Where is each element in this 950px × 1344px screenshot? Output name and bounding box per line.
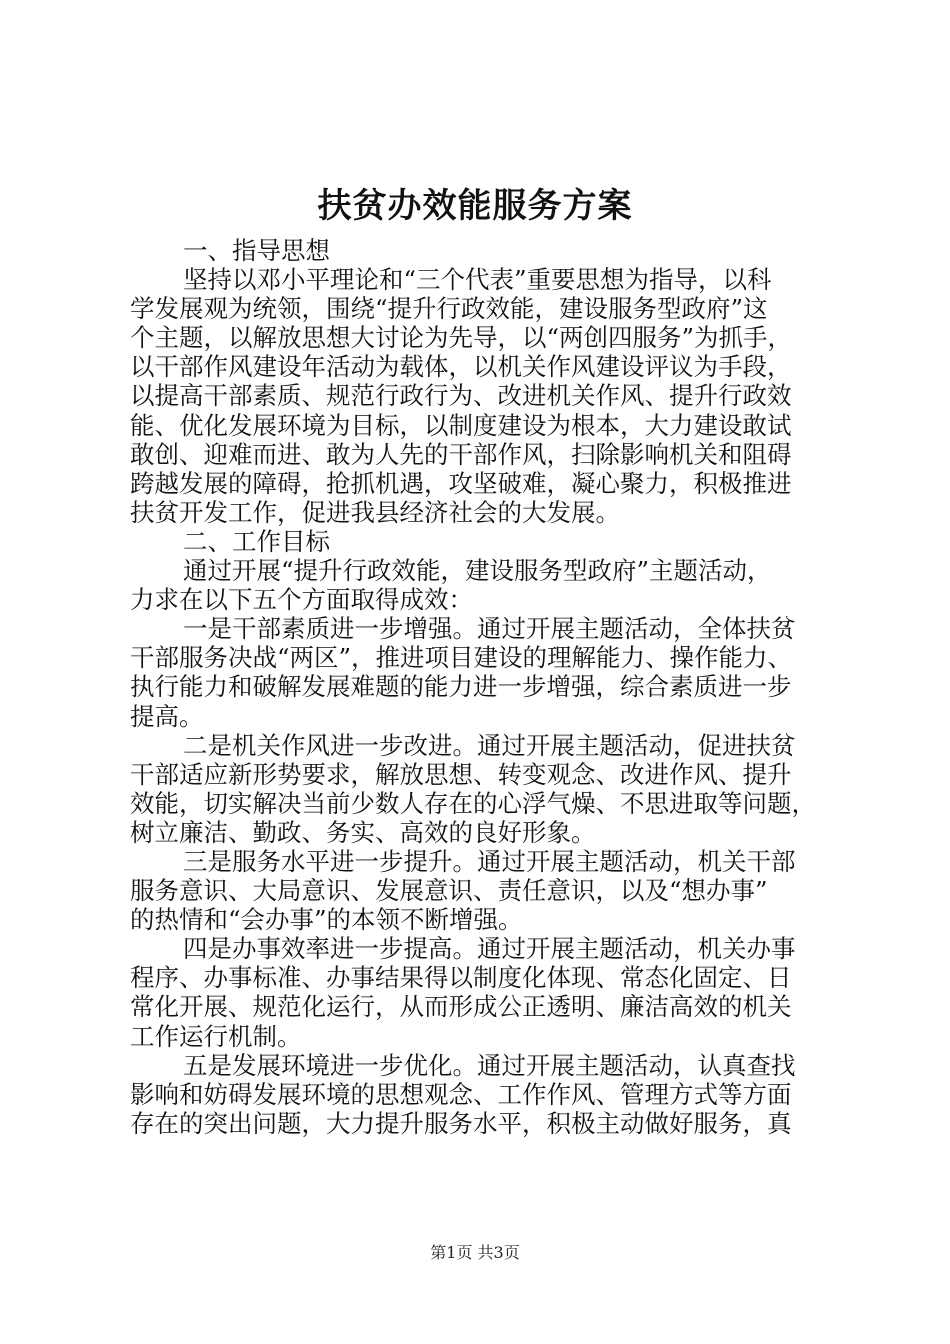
body-line: 执行能力和破解发展难题的能力进一步增强，综合素质进一步 (130, 672, 792, 702)
body-line: 四是办事效率进一步提高。通过开展主题活动，机关办事 (183, 934, 796, 964)
body-line: 存在的突出问题，大力提升服务水平，积极主动做好服务，真 (130, 1108, 792, 1138)
body-line: 一是干部素质进一步增强。通过开展主题活动，全体扶贫 (183, 614, 796, 644)
body-line: 树立廉洁、勤政、务实、高效的良好形象。 (130, 817, 596, 847)
body-line: 跨越发展的障碍，抢抓机遇，攻坚破难，凝心聚力，积极推进 (130, 468, 792, 498)
body-line: 敢创、迎难而进、敢为人先的干部作风，扫除影响机关和阻碍 (130, 439, 792, 469)
body-line: 以提高干部素质、规范行政行为、改进机关作风、提升行政效 (130, 381, 792, 411)
body-line: 程序、办事标准、办事结果得以制度化体现、常态化固定、日 (130, 963, 792, 993)
body-line: 学发展观为统领，围绕“提升行政效能，建设服务型政府”这 (130, 294, 768, 324)
body-line: 常化开展、规范化运行，从而形成公正透明、廉洁高效的机关 (130, 992, 792, 1022)
body-line: 五是发展环境进一步优化。通过开展主题活动，认真查找 (183, 1050, 796, 1080)
body-line: 力求在以下五个方面取得成效： (130, 585, 473, 615)
body-line: 二、工作目标 (183, 526, 330, 556)
body-line: 坚持以邓小平理论和“三个代表”重要思想为指导，以科 (183, 265, 772, 295)
body-line: 工作运行机制。 (130, 1021, 302, 1051)
body-line: 干部服务决战“两区”，推进项目建设的理解能力、操作能力、 (130, 643, 793, 673)
body-line: 一、指导思想 (183, 236, 330, 265)
body-line: 通过开展“提升行政效能，建设服务型政府”主题活动， (183, 556, 772, 586)
document-body (130, 236, 830, 1138)
body-line: 个主题，以解放思想大讨论为先导，以“两创四服务”为抓手， (130, 323, 793, 353)
body-line: 以干部作风建设年活动为载体，以机关作风建设评议为手段， (130, 352, 792, 382)
document-title: 扶贫办效能服务方案 (317, 186, 633, 226)
body-line: 效能，切实解决当前少数人存在的心浮气燥、不思进取等问题， (130, 788, 816, 818)
page-footer: 第1页 共3页 (430, 1243, 520, 1262)
body-line: 能、优化发展环境为目标，以制度建设为根本，大力建设敢试 (130, 410, 792, 440)
body-line: 提高。 (130, 701, 204, 731)
body-line: 二是机关作风进一步改进。通过开展主题活动，促进扶贫 (183, 730, 796, 760)
body-line: 的热情和“会办事”的本领不断增强。 (130, 905, 523, 935)
body-line: 服务意识、大局意识、发展意识、责任意识，以及“想办事” (130, 876, 768, 906)
body-line: 扶贫开发工作，促进我县经济社会的大发展。 (130, 497, 620, 527)
body-line: 干部适应新形势要求，解放思想、转变观念、改进作风、提升 (130, 759, 792, 789)
body-line: 影响和妨碍发展环境的思想观念、工作作风、管理方式等方面 (130, 1079, 792, 1109)
body-line: 三是服务水平进一步提升。通过开展主题活动，机关干部 (183, 846, 796, 876)
